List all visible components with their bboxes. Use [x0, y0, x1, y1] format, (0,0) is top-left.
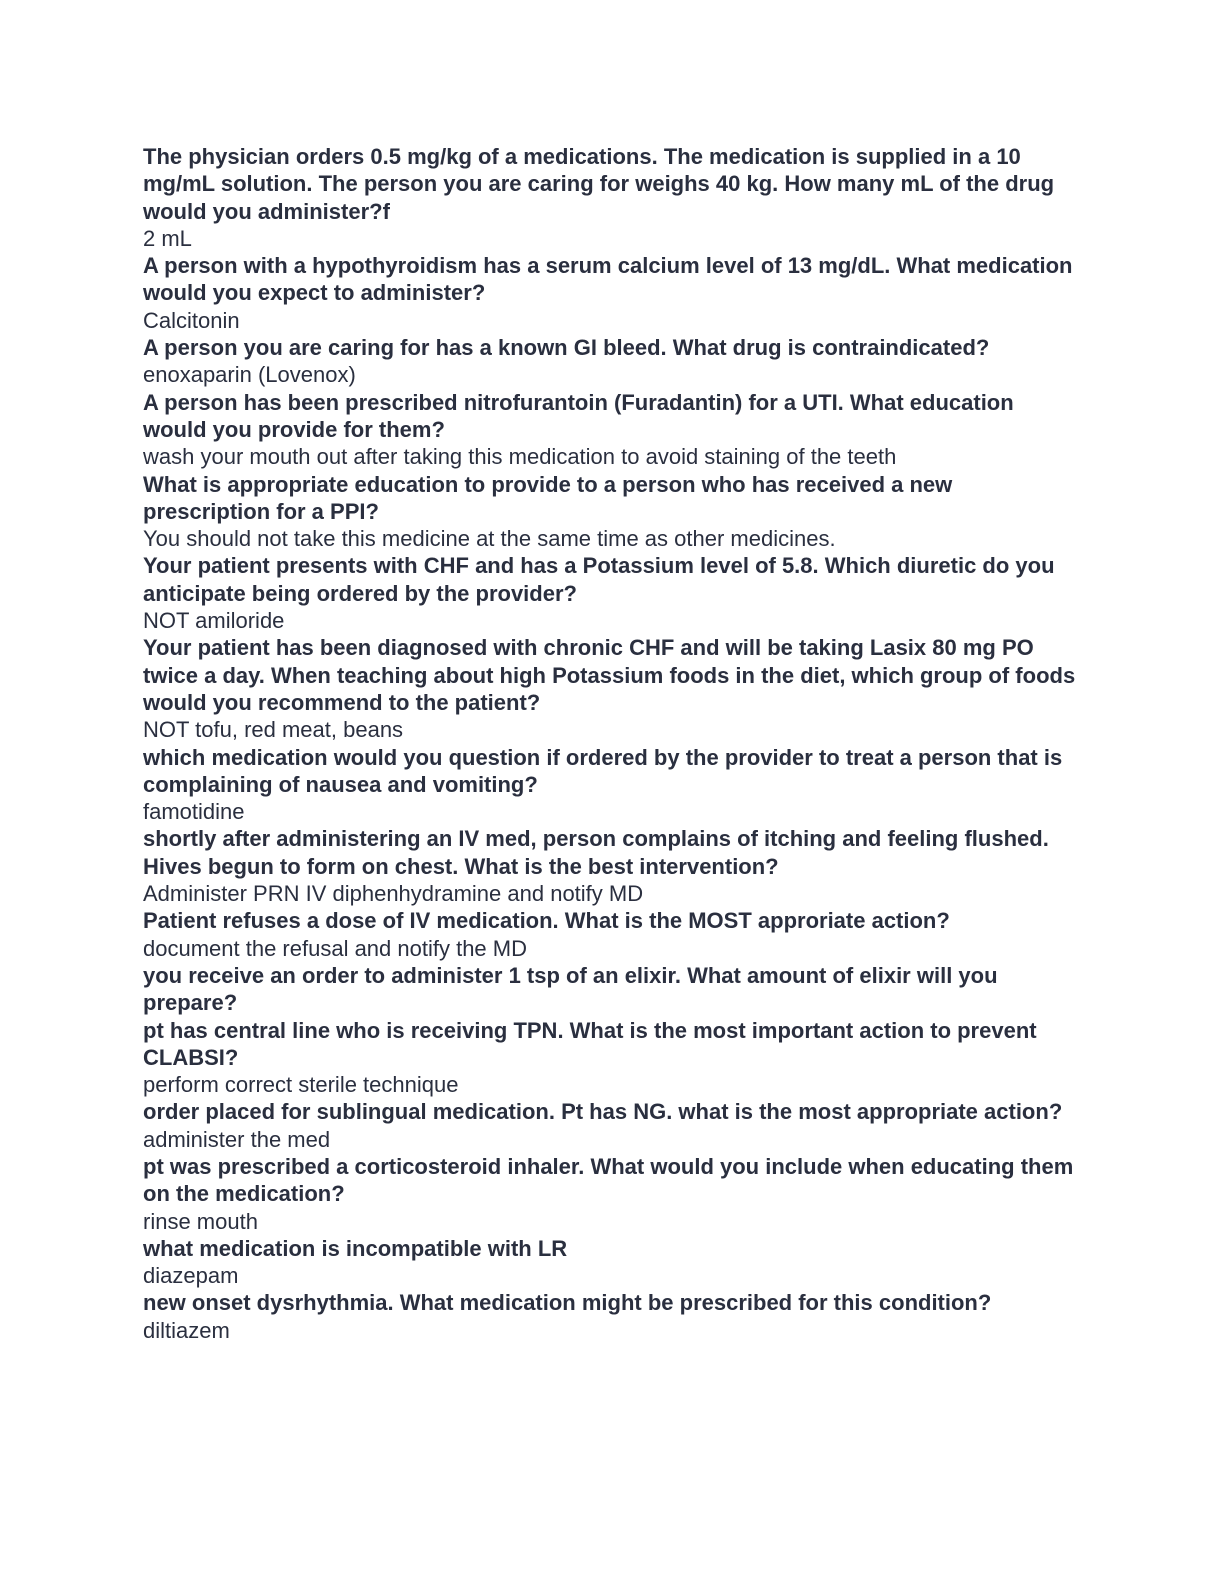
- qa-item-11: [143, 962, 1078, 1017]
- answer-text: enoxaparin (Lovenox): [143, 362, 356, 388]
- qa-item-7: [143, 634, 1078, 743]
- question-text: new onset dysrhythmia. What medication might be prescribed for this condition?: [143, 1290, 992, 1316]
- answer-text: NOT tofu, red meat, beans: [143, 717, 404, 743]
- question-text: which medication would you question if ordered by the provider to treat a person that is complaining of nausea and vomiting?: [143, 744, 1063, 797]
- question-text: Your patient has been diagnosed with chronic CHF and will be taking Lasix 80 mg PO twice a day. When teaching about high Potassium foods in the diet, which group of foods would you recommend to the patient?: [143, 635, 1076, 715]
- qa-item-10: [143, 907, 1078, 962]
- qa-item-13: [143, 1098, 1078, 1153]
- question-text: Patient refuses a dose of IV medication. What is the MOST approriate action?: [143, 908, 950, 934]
- answer-text: diazepam: [143, 1263, 239, 1289]
- qa-item-5: [143, 471, 1078, 553]
- qa-item-4: [143, 389, 1078, 471]
- qa-item-16: [143, 1289, 1078, 1344]
- answer-text: famotidine: [143, 799, 245, 825]
- question-text: A person has been prescribed nitrofurantoin (Furadantin) for a UTI. What education would you provide for them?: [143, 389, 1014, 442]
- answer-text: wash your mouth out after taking this medication to avoid staining of the teeth: [143, 444, 897, 470]
- qa-item-6: [143, 552, 1078, 634]
- question-text: A person you are caring for has a known GI bleed. What drug is contraindicated?: [143, 335, 990, 361]
- answer-text: You should not take this medicine at the same time as other medicines.: [143, 526, 836, 552]
- answer-text: perform correct sterile technique: [143, 1072, 459, 1098]
- question-text: shortly after administering an IV med, person complains of itching and feeling flushed. Hives begun to form on chest. What is the best intervention?: [143, 826, 1049, 879]
- qa-item-12: [143, 1017, 1078, 1099]
- answer-text: 2 mL: [143, 225, 192, 251]
- question-text: The physician orders 0.5 mg/kg of a medications. The medication is supplied in a 10 mg/mL solution. The person you are caring for weighs 40 kg. How many mL of the drug would you administer?f: [143, 144, 1055, 224]
- document-page: [143, 143, 1078, 1344]
- question-text: you receive an order to administer 1 tsp of an elixir. What amount of elixir will you prepare?: [143, 962, 998, 1016]
- question-text: A person with a hypothyroidism has a serum calcium level of 13 mg/dL. What medication would you expect to administer?: [143, 253, 1073, 306]
- qa-item-8: [143, 744, 1078, 826]
- answer-text: Administer PRN IV diphenhydramine and notify MD: [143, 881, 644, 907]
- qa-item-3: [143, 334, 1078, 389]
- question-text: what medication is incompatible with LR: [143, 1235, 568, 1261]
- question-text: What is appropriate education to provide to a person who has received a new prescription for a PPI?: [143, 471, 953, 524]
- question-text: pt was prescribed a corticosteroid inhaler. What would you include when educating them on the medication?: [143, 1153, 1074, 1207]
- question-text: Your patient presents with CHF and has a Potassium level of 5.8. Which diuretic do you anticipate being ordered by the provider?: [143, 553, 1055, 606]
- answer-text: rinse mouth: [143, 1208, 258, 1234]
- qa-item-1: [143, 143, 1078, 252]
- qa-item-14: [143, 1153, 1078, 1235]
- answer-text: Calcitonin: [143, 307, 240, 333]
- qa-item-2: [143, 252, 1078, 334]
- answer-text: document the refusal and notify the MD: [143, 935, 527, 961]
- qa-item-9: [143, 825, 1078, 907]
- answer-text: administer the med: [143, 1126, 331, 1152]
- question-text: pt has central line who is receiving TPN. What is the most important action to prevent CLABSI?: [143, 1017, 1037, 1070]
- qa-item-15: [143, 1235, 1078, 1290]
- answer-text: NOT amiloride: [143, 608, 285, 634]
- answer-text: diltiazem: [143, 1317, 230, 1343]
- question-text: order placed for sublingual medication. Pt has NG. what is the most appropriate action?: [143, 1099, 1063, 1125]
